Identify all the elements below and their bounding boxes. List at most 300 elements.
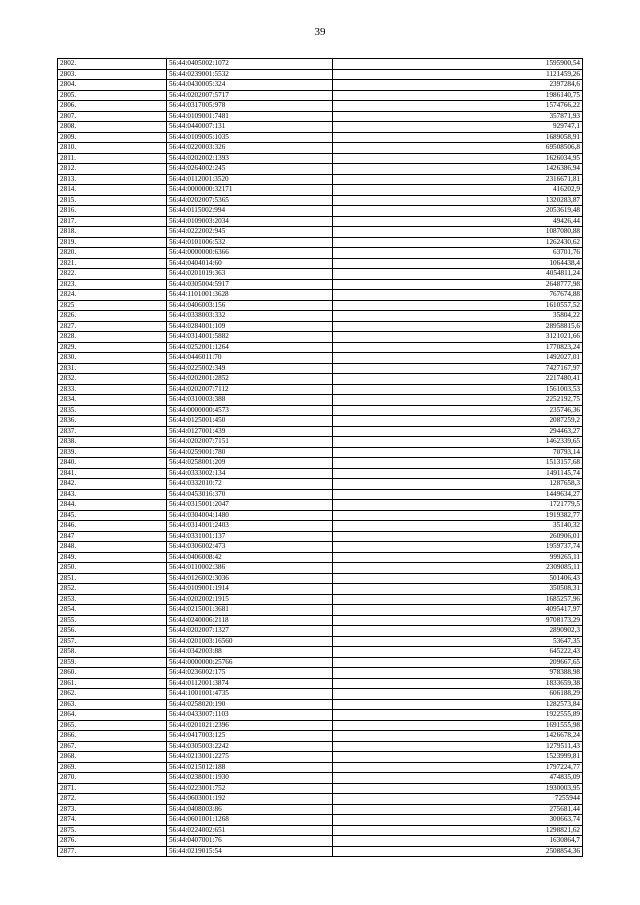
row-number-cell: 2837. bbox=[58, 426, 167, 437]
table-row bbox=[58, 80, 583, 91]
table-row bbox=[58, 500, 583, 511]
row-number-cell: 2862. bbox=[58, 689, 167, 700]
table-row bbox=[58, 374, 583, 385]
cadastral-number-cell: 56:44:0201021:2396 bbox=[167, 720, 333, 731]
cadastral-number-cell: 56:44:0407001:76 bbox=[167, 836, 333, 847]
cadastral-number-cell: 56:44:0603001:192 bbox=[167, 794, 333, 805]
cadastral-value-cell: 9708173,29 bbox=[333, 615, 583, 626]
cadastral-value-cell: 260906,01 bbox=[333, 531, 583, 542]
cadastral-number-cell: 56:44:0408003:86 bbox=[167, 804, 333, 815]
cadastral-number-cell: 56:44:0125001:450 bbox=[167, 416, 333, 427]
table-row bbox=[58, 248, 583, 259]
table-row bbox=[58, 825, 583, 836]
cadastral-value-cell: 929747,1 bbox=[333, 122, 583, 133]
cadastral-value-cell: 28958815,6 bbox=[333, 321, 583, 332]
table-row bbox=[58, 206, 583, 217]
cadastral-number-cell: 56:44:0304004:1480 bbox=[167, 510, 333, 521]
row-number-cell: 2869. bbox=[58, 762, 167, 773]
cadastral-value-cell: 999265,11 bbox=[333, 552, 583, 563]
cadastral-number-cell: 56:44:0222002:945 bbox=[167, 227, 333, 238]
cadastral-value-cell: 1449634,27 bbox=[333, 489, 583, 500]
row-number-cell: 2875. bbox=[58, 825, 167, 836]
row-number-cell: 2836. bbox=[58, 416, 167, 427]
cadastral-value-cell: 1919382,77 bbox=[333, 510, 583, 521]
table-row bbox=[58, 237, 583, 248]
cadastral-value-cell: 1630864,7 bbox=[333, 836, 583, 847]
table-row bbox=[58, 416, 583, 427]
row-number-cell: 2840. bbox=[58, 458, 167, 469]
cadastral-value-cell: 1426386,94 bbox=[333, 164, 583, 175]
table-row bbox=[58, 311, 583, 322]
cadastral-number-cell: 56:44:0259001:780 bbox=[167, 447, 333, 458]
cadastral-number-cell: 56:44:0223001:752 bbox=[167, 783, 333, 794]
table-row bbox=[58, 668, 583, 679]
table-row bbox=[58, 542, 583, 553]
table-row bbox=[58, 216, 583, 227]
cadastral-value-cell: 49426,44 bbox=[333, 216, 583, 227]
cadastral-number-cell: 56:44:0238001:1930 bbox=[167, 773, 333, 784]
cadastral-value-cell: 1770823,24 bbox=[333, 342, 583, 353]
cadastral-number-cell: 56:44:0446011:70 bbox=[167, 353, 333, 364]
cadastral-number-cell: 56:44:0252001:1264 bbox=[167, 342, 333, 353]
cadastral-value-cell: 2053619,48 bbox=[333, 206, 583, 217]
row-number-cell: 2849. bbox=[58, 552, 167, 563]
row-number-cell: 2812. bbox=[58, 164, 167, 175]
table-row bbox=[58, 153, 583, 164]
cadastral-number-cell: 56:44:0213001:2275 bbox=[167, 752, 333, 763]
table-body bbox=[58, 59, 583, 857]
cadastral-value-cell: 1561003,53 bbox=[333, 384, 583, 395]
cadastral-number-cell: 56:44:0202001:2852 bbox=[167, 374, 333, 385]
table-row bbox=[58, 426, 583, 437]
row-number-cell: 2807. bbox=[58, 111, 167, 122]
cadastral-value-cell: 1523999,81 bbox=[333, 752, 583, 763]
cadastral-value-cell: 350508,31 bbox=[333, 584, 583, 595]
table-row bbox=[58, 300, 583, 311]
cadastral-value-cell: 1797224,77 bbox=[333, 762, 583, 773]
cadastral-value-cell: 69508506,8 bbox=[333, 143, 583, 154]
cadastral-number-cell: 56:44:0000000:32171 bbox=[167, 185, 333, 196]
table-row bbox=[58, 773, 583, 784]
row-number-cell: 2819. bbox=[58, 237, 167, 248]
cadastral-number-cell: 56:44:0314001:5882 bbox=[167, 332, 333, 343]
row-number-cell: 2809. bbox=[58, 132, 167, 143]
cadastral-value-table bbox=[57, 58, 583, 857]
row-number-cell: 2825 bbox=[58, 300, 167, 311]
cadastral-number-cell: 56:44:0215012:188 bbox=[167, 762, 333, 773]
row-number-cell: 2806. bbox=[58, 101, 167, 112]
cadastral-value-cell: 7427167,97 bbox=[333, 363, 583, 374]
table-row bbox=[58, 143, 583, 154]
row-number-cell: 2841. bbox=[58, 468, 167, 479]
cadastral-value-cell: 978388,98 bbox=[333, 668, 583, 679]
row-number-cell: 2826. bbox=[58, 311, 167, 322]
row-number-cell: 2856. bbox=[58, 626, 167, 637]
row-number-cell: 2857. bbox=[58, 636, 167, 647]
cadastral-number-cell: 56:44:0202002:1915 bbox=[167, 594, 333, 605]
row-number-cell: 2831. bbox=[58, 363, 167, 374]
table-row bbox=[58, 437, 583, 448]
cadastral-number-cell: 56:44:0433007:1103 bbox=[167, 710, 333, 721]
cadastral-value-cell: 1685257,96 bbox=[333, 594, 583, 605]
row-number-cell: 2868. bbox=[58, 752, 167, 763]
page-number: 39 bbox=[314, 26, 326, 38]
cadastral-value-cell: 1492027,01 bbox=[333, 353, 583, 364]
cadastral-value-cell: 3121021,66 bbox=[333, 332, 583, 343]
row-number-cell: 2842. bbox=[58, 479, 167, 490]
cadastral-number-cell: 56:44:0331001:137 bbox=[167, 531, 333, 542]
cadastral-number-cell: 56:44:0202007:5717 bbox=[167, 90, 333, 101]
row-number-cell: 2828. bbox=[58, 332, 167, 343]
cadastral-value-cell: 1721779,5 bbox=[333, 500, 583, 511]
table-row bbox=[58, 510, 583, 521]
row-number-cell: 2823. bbox=[58, 279, 167, 290]
cadastral-value-cell: 2252192,75 bbox=[333, 395, 583, 406]
cadastral-value-cell: 606188,29 bbox=[333, 689, 583, 700]
cadastral-number-cell: 56:44:0219015:54 bbox=[167, 846, 333, 857]
cadastral-value-cell: 1513157,68 bbox=[333, 458, 583, 469]
cadastral-value-cell: 2890902,3 bbox=[333, 626, 583, 637]
row-number-cell: 2872. bbox=[58, 794, 167, 805]
cadastral-value-cell: 1462339,65 bbox=[333, 437, 583, 448]
cadastral-value-cell: 2217480,41 bbox=[333, 374, 583, 385]
table-row bbox=[58, 269, 583, 280]
cadastral-number-cell: 56:44:0225002:349 bbox=[167, 363, 333, 374]
row-number-cell: 2859. bbox=[58, 657, 167, 668]
cadastral-value-cell: 2316671,81 bbox=[333, 174, 583, 185]
cadastral-number-cell: 56:44:0440007:131 bbox=[167, 122, 333, 133]
table-row bbox=[58, 174, 583, 185]
row-number-cell: 2814. bbox=[58, 185, 167, 196]
table-row bbox=[58, 626, 583, 637]
row-number-cell: 2830. bbox=[58, 353, 167, 364]
table-row bbox=[58, 636, 583, 647]
table-row bbox=[58, 111, 583, 122]
row-number-cell: 2867. bbox=[58, 741, 167, 752]
table-row bbox=[58, 195, 583, 206]
table-row bbox=[58, 531, 583, 542]
cadastral-number-cell: 56:44:0109001:7481 bbox=[167, 111, 333, 122]
row-number-cell: 2822. bbox=[58, 269, 167, 280]
cadastral-number-cell: 56:44:0417003:125 bbox=[167, 731, 333, 742]
cadastral-value-cell: 1959737,74 bbox=[333, 542, 583, 553]
row-number-cell: 2824. bbox=[58, 290, 167, 301]
cadastral-number-cell: 56:44:1101001:3628 bbox=[167, 290, 333, 301]
table-row bbox=[58, 762, 583, 773]
cadastral-value-cell: 501406,43 bbox=[333, 573, 583, 584]
cadastral-value-cell: 275681,44 bbox=[333, 804, 583, 815]
table-row bbox=[58, 594, 583, 605]
table-row bbox=[58, 720, 583, 731]
row-number-cell: 2850. bbox=[58, 563, 167, 574]
cadastral-number-cell: 56:44:0109003:2034 bbox=[167, 216, 333, 227]
cadastral-value-cell: 70793,14 bbox=[333, 447, 583, 458]
table-row bbox=[58, 605, 583, 616]
cadastral-value-cell: 1279511,43 bbox=[333, 741, 583, 752]
row-number-cell: 2835. bbox=[58, 405, 167, 416]
cadastral-number-cell: 56:44:0224002:651 bbox=[167, 825, 333, 836]
cadastral-number-cell: 56:44:0333002:134 bbox=[167, 468, 333, 479]
cadastral-value-cell: 1986140,75 bbox=[333, 90, 583, 101]
row-number-cell: 2848. bbox=[58, 542, 167, 553]
row-number-cell: 2843. bbox=[58, 489, 167, 500]
row-number-cell: 2839. bbox=[58, 447, 167, 458]
table-row bbox=[58, 458, 583, 469]
table-row bbox=[58, 563, 583, 574]
cadastral-value-cell: 767674,88 bbox=[333, 290, 583, 301]
row-number-cell: 2816. bbox=[58, 206, 167, 217]
cadastral-number-cell: 56:44:0305003:2242 bbox=[167, 741, 333, 752]
table-row bbox=[58, 836, 583, 847]
cadastral-value-cell: 1320283,87 bbox=[333, 195, 583, 206]
cadastral-number-cell: 56:44:0317005:978 bbox=[167, 101, 333, 112]
row-number-cell: 2852. bbox=[58, 584, 167, 595]
row-number-cell: 2804. bbox=[58, 80, 167, 91]
cadastral-number-cell: 56:44:0310003:388 bbox=[167, 395, 333, 406]
row-number-cell: 2876. bbox=[58, 836, 167, 847]
row-number-cell: 2861. bbox=[58, 678, 167, 689]
table-row bbox=[58, 846, 583, 857]
cadastral-value-cell: 300663,74 bbox=[333, 815, 583, 826]
cadastral-number-cell: 56:44:0406008:42 bbox=[167, 552, 333, 563]
table-row bbox=[58, 647, 583, 658]
row-number-cell: 2829. bbox=[58, 342, 167, 353]
cadastral-number-cell: 56:44:0110002:386 bbox=[167, 563, 333, 574]
cadastral-value-cell: 1922555,89 bbox=[333, 710, 583, 721]
cadastral-value-cell: 1689058,91 bbox=[333, 132, 583, 143]
table-row bbox=[58, 741, 583, 752]
table-row bbox=[58, 615, 583, 626]
cadastral-value-cell: 7255944 bbox=[333, 794, 583, 805]
row-number-cell: 2873. bbox=[58, 804, 167, 815]
row-number-cell: 2844. bbox=[58, 500, 167, 511]
table-row bbox=[58, 332, 583, 343]
cadastral-value-cell: 2508854,36 bbox=[333, 846, 583, 857]
cadastral-number-cell: 56:44:0314001:2403 bbox=[167, 521, 333, 532]
cadastral-number-cell: 56:44:0405002:1072 bbox=[167, 59, 333, 70]
cadastral-number-cell: 56:44:0000000:25766 bbox=[167, 657, 333, 668]
cadastral-value-cell: 209667,65 bbox=[333, 657, 583, 668]
cadastral-number-cell: 56:44:0258020:190 bbox=[167, 699, 333, 710]
row-number-cell: 2818. bbox=[58, 227, 167, 238]
cadastral-value-cell: 1691555,98 bbox=[333, 720, 583, 731]
row-number-cell: 2820. bbox=[58, 248, 167, 259]
cadastral-number-cell: 56:44:0601001:1268 bbox=[167, 815, 333, 826]
row-number-cell: 2802. bbox=[58, 59, 167, 70]
table-row bbox=[58, 59, 583, 70]
cadastral-value-cell: 1282573,84 bbox=[333, 699, 583, 710]
cadastral-value-cell: 1064438,4 bbox=[333, 258, 583, 269]
table-row bbox=[58, 699, 583, 710]
row-number-cell: 2851. bbox=[58, 573, 167, 584]
row-number-cell: 2833. bbox=[58, 384, 167, 395]
cadastral-value-cell: 1610557,52 bbox=[333, 300, 583, 311]
table-row bbox=[58, 279, 583, 290]
cadastral-value-cell: 645222,43 bbox=[333, 647, 583, 658]
table-row bbox=[58, 227, 583, 238]
row-number-cell: 2864. bbox=[58, 710, 167, 721]
cadastral-number-cell: 56:44:0315001:2047 bbox=[167, 500, 333, 511]
cadastral-value-cell: 2397284,6 bbox=[333, 80, 583, 91]
table-row bbox=[58, 731, 583, 742]
cadastral-number-cell: 56:44:0284001:109 bbox=[167, 321, 333, 332]
table-row bbox=[58, 395, 583, 406]
cadastral-value-cell: 357871,93 bbox=[333, 111, 583, 122]
table-row bbox=[58, 258, 583, 269]
cadastral-value-cell: 35140,32 bbox=[333, 521, 583, 532]
cadastral-value-cell: 2648777,98 bbox=[333, 279, 583, 290]
row-number-cell: 2811. bbox=[58, 153, 167, 164]
table-row bbox=[58, 164, 583, 175]
cadastral-value-cell: 1930003,95 bbox=[333, 783, 583, 794]
cadastral-number-cell: 56:44:0453016:370 bbox=[167, 489, 333, 500]
table-row bbox=[58, 804, 583, 815]
cadastral-value-cell: 2309085,11 bbox=[333, 563, 583, 574]
cadastral-number-cell: 56:44:0264002:245 bbox=[167, 164, 333, 175]
cadastral-value-cell: 1287658,3 bbox=[333, 479, 583, 490]
row-number-cell: 2870. bbox=[58, 773, 167, 784]
table-row bbox=[58, 678, 583, 689]
cadastral-value-cell: 1298821,62 bbox=[333, 825, 583, 836]
cadastral-value-cell: 235746,36 bbox=[333, 405, 583, 416]
table-row bbox=[58, 405, 583, 416]
row-number-cell: 2847 bbox=[58, 531, 167, 542]
cadastral-number-cell: 56:44:0202007:5365 bbox=[167, 195, 333, 206]
cadastral-number-cell: 56:44:0220003:326 bbox=[167, 143, 333, 154]
cadastral-number-cell: 56:44:0240006:2118 bbox=[167, 615, 333, 626]
cadastral-number-cell: 56:44:0215001:3681 bbox=[167, 605, 333, 616]
cadastral-number-cell: 56:44:0202007:1327 bbox=[167, 626, 333, 637]
cadastral-number-cell: 56:44:0115002:994 bbox=[167, 206, 333, 217]
row-number-cell: 2821. bbox=[58, 258, 167, 269]
row-number-cell: 2865. bbox=[58, 720, 167, 731]
cadastral-value-cell: 1426678,24 bbox=[333, 731, 583, 742]
row-number-cell: 2805. bbox=[58, 90, 167, 101]
cadastral-value-cell: 1595900,54 bbox=[333, 59, 583, 70]
row-number-cell: 2832. bbox=[58, 374, 167, 385]
cadastral-value-cell: 4095417,97 bbox=[333, 605, 583, 616]
table-row bbox=[58, 552, 583, 563]
cadastral-value-cell: 2087259,2 bbox=[333, 416, 583, 427]
cadastral-value-cell: 1087080,88 bbox=[333, 227, 583, 238]
table-row bbox=[58, 290, 583, 301]
row-number-cell: 2803. bbox=[58, 69, 167, 80]
cadastral-number-cell: 56:44:0202002:1393 bbox=[167, 153, 333, 164]
row-number-cell: 2838. bbox=[58, 437, 167, 448]
cadastral-value-cell: 4054811,24 bbox=[333, 269, 583, 280]
table-row bbox=[58, 489, 583, 500]
table-row bbox=[58, 353, 583, 364]
cadastral-number-cell: 56:44:1001001:4735 bbox=[167, 689, 333, 700]
table-row bbox=[58, 783, 583, 794]
table-row bbox=[58, 710, 583, 721]
cadastral-value-cell: 1574766,22 bbox=[333, 101, 583, 112]
cadastral-value-cell: 35804,22 bbox=[333, 311, 583, 322]
row-number-cell: 2877. bbox=[58, 846, 167, 857]
table-row bbox=[58, 752, 583, 763]
table-row bbox=[58, 384, 583, 395]
row-number-cell: 2855. bbox=[58, 615, 167, 626]
cadastral-number-cell: 56:44:0109005:1035 bbox=[167, 132, 333, 143]
row-number-cell: 2813. bbox=[58, 174, 167, 185]
cadastral-number-cell: 56:44:0202007:7112 bbox=[167, 384, 333, 395]
row-number-cell: 2827. bbox=[58, 321, 167, 332]
row-number-cell: 2808. bbox=[58, 122, 167, 133]
cadastral-number-cell: 56:44:0406003:156 bbox=[167, 300, 333, 311]
cadastral-number-cell: 56:44:0342003:88 bbox=[167, 647, 333, 658]
row-number-cell: 2871. bbox=[58, 783, 167, 794]
cadastral-number-cell: 56:44:0126002:3036 bbox=[167, 573, 333, 584]
row-number-cell: 2834. bbox=[58, 395, 167, 406]
cadastral-value-cell: 1491145,74 bbox=[333, 468, 583, 479]
cadastral-number-cell: 56:44:0202007:7151 bbox=[167, 437, 333, 448]
cadastral-number-cell: 56:44:0338003:332 bbox=[167, 311, 333, 322]
row-number-cell: 2858. bbox=[58, 647, 167, 658]
table-row bbox=[58, 90, 583, 101]
cadastral-value-cell: 1626034,95 bbox=[333, 153, 583, 164]
row-number-cell: 2817. bbox=[58, 216, 167, 227]
table-row bbox=[58, 573, 583, 584]
table-row bbox=[58, 321, 583, 332]
row-number-cell: 2845. bbox=[58, 510, 167, 521]
table-row bbox=[58, 584, 583, 595]
table-row bbox=[58, 69, 583, 80]
cadastral-value-cell: 1262430,62 bbox=[333, 237, 583, 248]
cadastral-number-cell: 56:44:0112001:3520 bbox=[167, 174, 333, 185]
table-row bbox=[58, 185, 583, 196]
table-row bbox=[58, 447, 583, 458]
cadastral-value-cell: 53647,35 bbox=[333, 636, 583, 647]
cadastral-number-cell: 56:44:0258001:209 bbox=[167, 458, 333, 469]
cadastral-value-cell: 416202,9 bbox=[333, 185, 583, 196]
cadastral-number-cell: 56:44:0430005:324 bbox=[167, 80, 333, 91]
table-row bbox=[58, 521, 583, 532]
table-row bbox=[58, 122, 583, 133]
row-number-cell: 2815. bbox=[58, 195, 167, 206]
row-number-cell: 2860. bbox=[58, 668, 167, 679]
table-row bbox=[58, 101, 583, 112]
cadastral-number-cell: 56:44:0306002:473 bbox=[167, 542, 333, 553]
cadastral-number-cell: 56:44:0101006:532 bbox=[167, 237, 333, 248]
row-number-cell: 2846. bbox=[58, 521, 167, 532]
table-row bbox=[58, 794, 583, 805]
cadastral-value-cell: 294463,27 bbox=[333, 426, 583, 437]
row-number-cell: 2853. bbox=[58, 594, 167, 605]
cadastral-number-cell: 56:44:0404014:60 bbox=[167, 258, 333, 269]
row-number-cell: 2863. bbox=[58, 699, 167, 710]
cadastral-number-cell: 56:44:0201003:16560 bbox=[167, 636, 333, 647]
table-row bbox=[58, 815, 583, 826]
cadastral-number-cell: 56:44:0000000:4573 bbox=[167, 405, 333, 416]
cadastral-number-cell: 56:44:0236002:175 bbox=[167, 668, 333, 679]
cadastral-number-cell: 56:44:0000000:6366 bbox=[167, 248, 333, 259]
cadastral-number-cell: 56:44:0332010:72 bbox=[167, 479, 333, 490]
table-row bbox=[58, 468, 583, 479]
cadastral-number-cell: 56:44:0112001:3874 bbox=[167, 678, 333, 689]
cadastral-number-cell: 56:44:0239001:5532 bbox=[167, 69, 333, 80]
cadastral-number-cell: 56:44:0305004:5917 bbox=[167, 279, 333, 290]
cadastral-value-cell: 63701,76 bbox=[333, 248, 583, 259]
cadastral-number-cell: 56:44:0201019:363 bbox=[167, 269, 333, 280]
table-row bbox=[58, 363, 583, 374]
table-row bbox=[58, 657, 583, 668]
table-row bbox=[58, 689, 583, 700]
row-number-cell: 2810. bbox=[58, 143, 167, 154]
cadastral-value-cell: 1121459,26 bbox=[333, 69, 583, 80]
table-row bbox=[58, 342, 583, 353]
row-number-cell: 2874. bbox=[58, 815, 167, 826]
cadastral-number-cell: 56:44:0109001:1914 bbox=[167, 584, 333, 595]
